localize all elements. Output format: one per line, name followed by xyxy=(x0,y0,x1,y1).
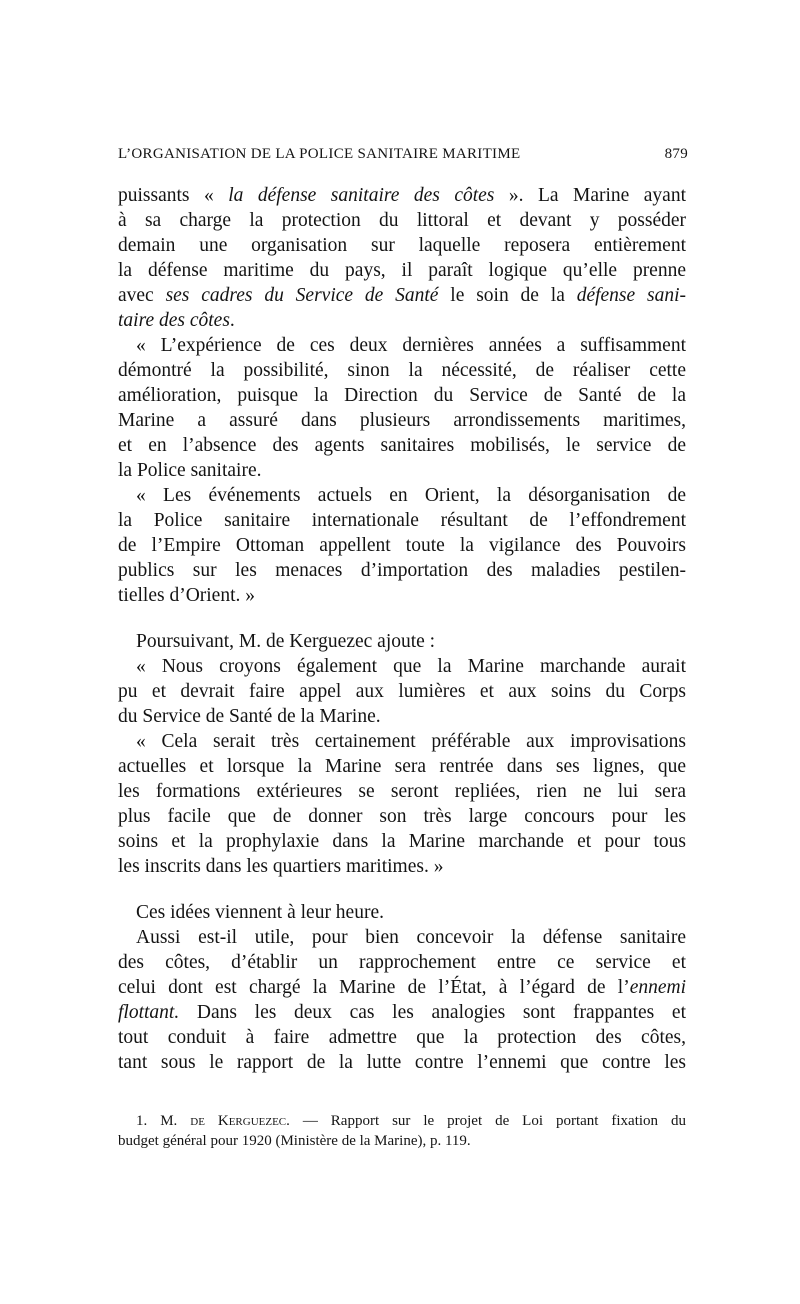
page-number: 879 xyxy=(664,146,688,162)
text-line: « L’expérience de ces deux dernières années a suffisamment xyxy=(136,335,686,356)
text-line: actuelles et lorsque la Marine sera rentrée dans ses lignes, que xyxy=(118,756,686,777)
text-line: taire des côtes. xyxy=(118,310,235,331)
text-line: Ces idées viennent à leur heure. xyxy=(136,902,384,923)
text-line: « Cela serait très certainement préférable aux improvisations xyxy=(136,731,686,752)
text-line: amélioration, puisque la Direction du Service de Santé de la xyxy=(118,385,686,406)
text-line: « Les événements actuels en Orient, la désorganisation de xyxy=(136,485,686,506)
text-line: du Service de Santé de la Marine. xyxy=(118,706,381,727)
text-line: tielles d’Orient. » xyxy=(118,585,256,606)
text-line: avec ses cadres du Service de Santé le soin de la défense sani- xyxy=(118,285,687,306)
text-line: publics sur les menaces d’importation des maladies pestilen- xyxy=(118,560,686,581)
text-line: les inscrits dans les quartiers maritimes. » xyxy=(118,856,444,877)
text-line: « Nous croyons également que la Marine marchande aurait xyxy=(136,656,686,677)
text-line: de l’Empire Ottoman appellent toute la vigilance des Pouvoirs xyxy=(118,535,686,556)
text-line: celui dont est chargé la Marine de l’État, à l’égard de l’ennemi xyxy=(118,977,686,998)
text-line: et en l’absence des agents sanitaires mobilisés, le service de xyxy=(118,435,686,456)
text-line: à sa charge la protection du littoral et devant y posséder xyxy=(118,210,686,231)
text-line: flottant. Dans les deux cas les analogies sont frappantes et xyxy=(118,1002,686,1023)
text-line: demain une organisation sur laquelle reposera entièrement xyxy=(118,235,686,256)
footnote-number: 1. xyxy=(136,1113,148,1129)
text-line: soins et la prophylaxie dans la Marine marchande et pour tous xyxy=(118,831,686,852)
text-line: puissants « la défense sanitaire des côtes ». La Marine ayant xyxy=(118,185,686,206)
text-line: Marine a assuré dans plusieurs arrondissements maritimes, xyxy=(118,410,686,431)
footnote-author: de Kerguezec xyxy=(190,1113,287,1129)
footnote-line: 1. M. de Kerguezec. — Rapport sur le projet de Loi portant fixation du xyxy=(136,1113,686,1129)
text-line: tout conduit à faire admettre que la protection des côtes, xyxy=(118,1027,686,1048)
footnote-line: budget général pour 1920 (Ministère de la Marine), p. 119. xyxy=(118,1133,471,1149)
text-line: la Police sanitaire. xyxy=(118,460,262,481)
text-line: démontré la possibilité, sinon la nécessité, de réaliser cette xyxy=(118,360,686,381)
text-line: la défense maritime du pays, il paraît logique qu’elle prenne xyxy=(118,260,686,281)
text-line: tant sous le rapport de la lutte contre l’ennemi que contre les xyxy=(118,1052,686,1073)
text-line: des côtes, d’établir un rapprochement entre ce service et xyxy=(118,952,686,973)
text-line: Aussi est-il utile, pour bien concevoir la défense sanitaire xyxy=(136,927,686,948)
text-line: pu et devrait faire appel aux lumières et aux soins du Corps xyxy=(118,681,686,702)
text-line: la Police sanitaire internationale résultant de l’effondrement xyxy=(118,510,686,531)
running-title: L’ORGANISATION DE LA POLICE SANITAIRE MARITIME xyxy=(118,146,521,162)
text-line: Poursuivant, M. de Kerguezec ajoute : xyxy=(136,631,436,652)
text-line: les formations extérieures se seront repliées, rien ne lui sera xyxy=(118,781,686,802)
running-header xyxy=(118,146,688,170)
text-line: plus facile que de donner son très large concours pour les xyxy=(118,806,686,827)
